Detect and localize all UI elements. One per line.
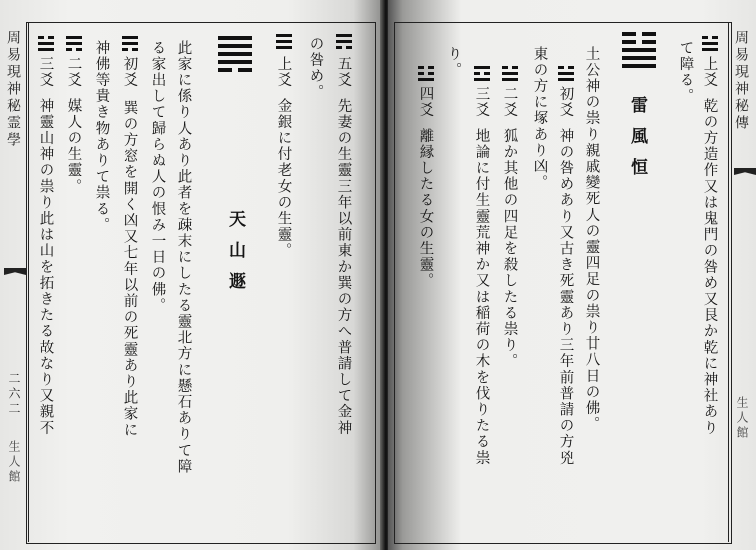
left-line-8: 神靈山神の祟り此は山を拓きたる故なり又親不 [37,98,54,437]
left-section-marker [4,268,26,275]
left-mark-0: 五爻 [335,56,352,89]
left-mark-2: 上爻 [275,56,292,89]
right-footer-fragment: 生人館 [735,396,749,441]
trigram-mark-icon [336,34,352,50]
left-mark-7: 二爻 [65,56,82,89]
right-mark-5: 二爻 [501,86,518,119]
left-line-3: 此家に係り人あり此者を疎末にしたる靈北方に懸石ありて障 [175,40,192,475]
trigram-mark-icon [558,66,574,82]
left-page-number: 二六二 [7,372,21,417]
right-line-6: 地論に付生靈荒神か又は稲荷の木を伐りたる祟 [473,128,490,467]
right-section-marker [734,168,756,175]
right-mark-6: 三爻 [473,86,490,119]
right-line-4: 東の方に塚あり凶。 [531,46,548,191]
left-line-4: る家出して歸らぬ人の恨み一日の佛。 [149,40,166,314]
trigram-mark-icon [418,66,434,82]
right-line-0: 乾の方造作又は鬼門の咎め又艮か乾に神社あり [701,98,718,437]
right-mark-8: 四爻 [417,86,434,119]
trigram-mark-icon [276,34,292,50]
right-line-3: 神の咎めあり又古き死靈あり三年前普請の方兇 [557,128,574,467]
right-mark-3: 初爻 [557,86,574,119]
hexagram-heng-icon [622,32,656,66]
trigram-mark-icon [502,66,518,82]
left-mark-8: 三爻 [37,56,54,89]
left-line-0: 先妻の生靈三年以前東か巽の方へ普請して金神 [335,98,352,437]
left-hexagram-title: 天山遯 [225,210,245,303]
right-running-head: 周易現神秘傳 [733,30,749,132]
right-hexagram-title: 雷風恒 [627,96,647,189]
right-line-8: 離縁したる女の生靈。 [417,128,434,289]
left-mark-5: 初爻 [121,56,138,89]
left-footer-fragment: 生人館 [7,440,21,485]
trigram-mark-icon [474,66,490,82]
left-line-1: の咎め。 [307,36,324,101]
left-running-head: 周易現神秘霊學 [5,30,21,149]
hexagram-tun-icon [218,36,252,70]
trigram-mark-icon [702,36,718,52]
left-line-7: 媒人の生靈。 [65,98,82,195]
right-line-7: り。 [445,46,462,79]
left-line-2: 金銀に付老女の生靈。 [275,98,292,259]
left-line-5: 巽の方窓を開く凶又七年以前の死靈あり此家に [121,100,138,439]
right-page [388,0,756,550]
trigram-mark-icon [66,36,82,52]
left-line-6: 神佛等貴き物ありて祟る。 [93,40,110,234]
right-line-5: 狐か其他の四足を殺したる祟り。 [501,128,518,370]
trigram-mark-icon [38,36,54,52]
left-header-divider [28,22,29,542]
trigram-mark-icon [122,36,138,52]
right-mark-0: 上爻 [701,56,718,89]
right-header-divider [728,22,729,542]
right-line-1: て障る。 [677,40,694,105]
right-line-2: 土公神の祟り親戚變死人の靈四足の祟り廿八日の佛。 [583,46,600,433]
